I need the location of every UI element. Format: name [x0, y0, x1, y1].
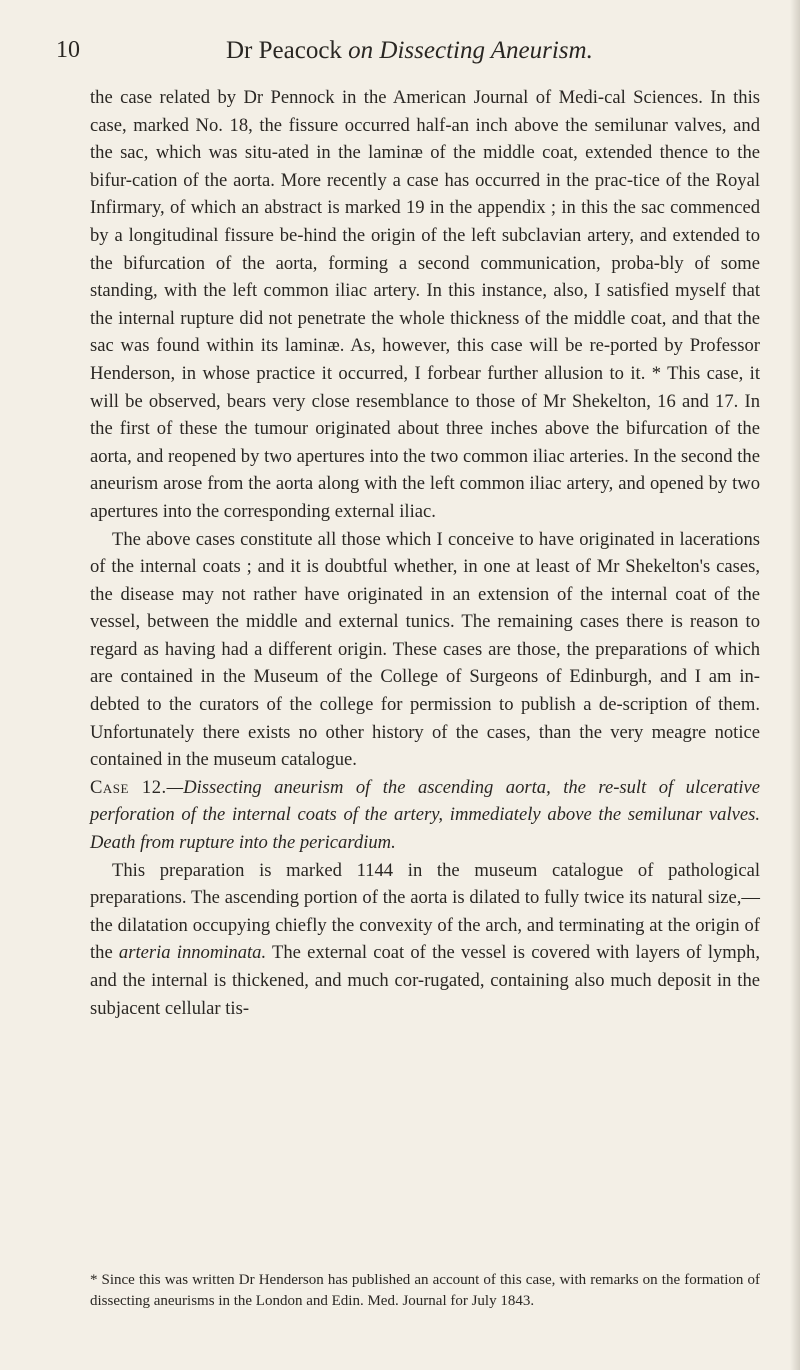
paragraph-2: The above cases constitute all those which I conceive to have originated in lacerations of the internal coats ; and it is doubtful whether, in one at least of Mr Shekelton's cases, the disease may not rather have originated in an extension of the internal coat of the vessel, between the middle and external tunics. The remaining cases there is reason to regard as having had a different origin. These cases are those, the preparations of which are contained in the Museum of the College of Surgeons of Edinburgh, and I am in-debted to the curators of the college for permission to publish a de-scription of them. Unfortunately there exists no other history of the cases, than the very meagre notice contained in the museum catalogue.: [90, 528, 760, 771]
paragraph-3-italic: arteria innominata.: [118, 942, 267, 964]
footnote: [90, 1270, 760, 1312]
page-edge-shadow: [790, 0, 800, 1370]
case-12-title: —Dissecting aneurism of the ascending aorta, the re-sult of ulcerative perforation of the internal coats of the artery, immediately above the semilunar valves. Death from rupture into the pericardium.: [90, 776, 760, 854]
paragraph-3-text-a: This preparation is marked 1144 in the museum catalogue of pathological preparations. The ascending portion of the aorta is dilated to fully twice its natural size,—the dilatation occupying chiefly the convexity of the arch, and terminating at the origin of the: [90, 859, 760, 964]
page-number: 10: [56, 37, 80, 63]
paragraph-3: [90, 857, 760, 1023]
running-title: [226, 38, 593, 63]
footnote-mark: *: [90, 1272, 98, 1288]
case-12-heading: [90, 774, 760, 857]
running-title-author: Dr Peacock: [226, 37, 342, 64]
running-title-connector: on: [348, 37, 374, 64]
case-12-label: Case 12.: [90, 776, 167, 798]
running-header: [56, 38, 746, 80]
paragraph-3-text-b: The external coat of the vessel is covered with layers of lymph, and the internal is thickened, and much cor-rugated, containing also much deposit in the subjacent cellular tis-: [90, 942, 760, 1019]
footnote-text: Since this was written Dr Henderson has published an account of this case, with remarks on the formation of dissecting aneurisms in the London and Edin. Med. Journal for July 1843.: [90, 1272, 760, 1309]
paragraph-1: the case related by Dr Pennock in the American Journal of Medi-cal Sciences. In this case, marked No. 18, the fissure occurred half-an inch above the semilunar valves, and the sac, which was situ-ated in the laminæ of the middle coat, extended thence to the bifur-cation of the aorta. More recently a case has occurred in the prac-tice of the Royal Infirmary, of which an abstract is marked 19 in the appendix ; in this the sac commenced by a longitudinal fissure be-hind the origin of the left subclavian artery, and extended to the bifurcation of the aorta, forming a second communication, proba-bly of some standing, with the left common iliac artery. In this instance, also, I satisfied myself that the internal rupture did not penetrate the whole thickness of the middle coat, and that the sac was found within its laminæ. As, however, this case will be re-ported by Professor Henderson, in whose practice it occurred, I forbear further allusion to it. * This case, it will be observed, bears very close resemblance to those of Mr Shekelton, 16 and 17. In the first of these the tumour originated about three inches above the bifurcation of the aorta, and reopened by two apertures into the two common iliac arteries. In the second the aneurism arose from the aorta along with the left common iliac artery, and opened by two apertures into the corresponding external iliac.: [90, 87, 760, 522]
running-title-subject: Dissecting Aneurism.: [379, 37, 593, 64]
main-text: [90, 84, 760, 1022]
